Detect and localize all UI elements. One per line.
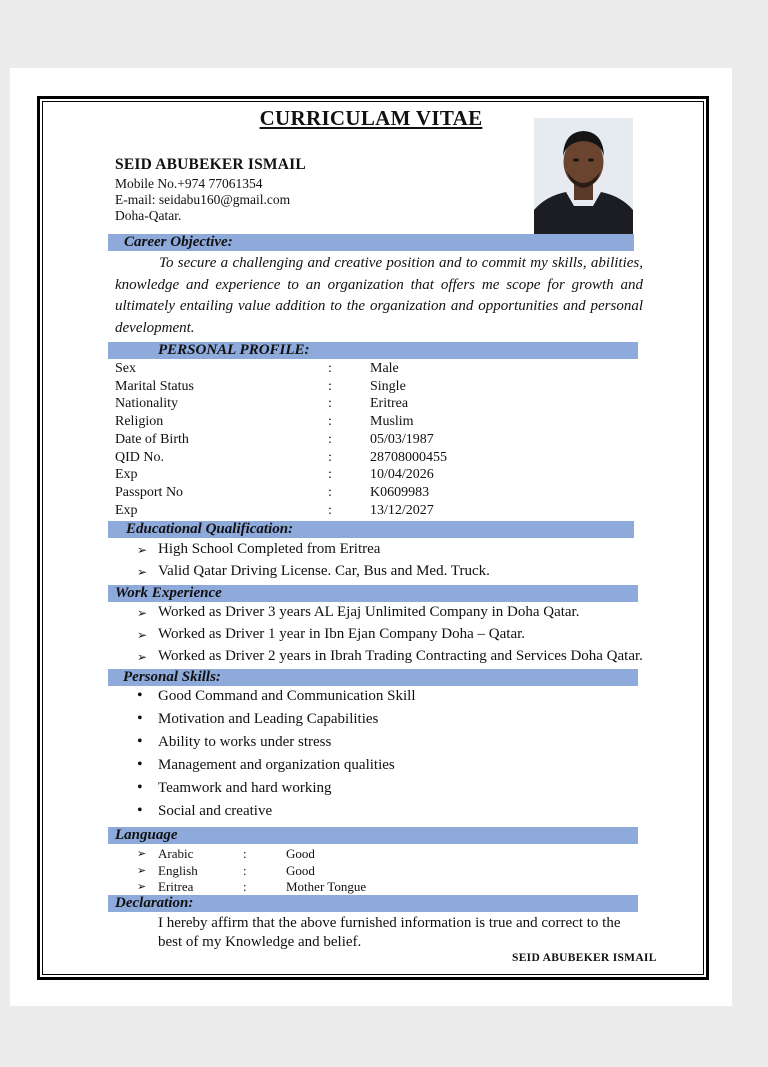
profile-colon: : bbox=[328, 431, 332, 447]
language-name: Arabic bbox=[158, 846, 194, 861]
language-level: Good bbox=[286, 846, 315, 861]
person-photo bbox=[534, 118, 633, 234]
language-colon: : bbox=[243, 846, 247, 861]
language-colon: : bbox=[243, 879, 247, 894]
skill-item: Good Command and Communication Skill bbox=[158, 688, 416, 704]
education-item: High School Completed from Eritrea bbox=[158, 541, 381, 557]
profile-label: Sex bbox=[115, 361, 136, 376]
personal-profile-header: PERSONAL PROFILE: bbox=[108, 342, 638, 359]
profile-label: Exp bbox=[115, 467, 138, 483]
language-name: English bbox=[158, 862, 198, 878]
mobile-number: Mobile No.+974 77061354 bbox=[115, 176, 263, 191]
profile-colon: : bbox=[328, 396, 332, 412]
arrow-bullet-icon: ➢ bbox=[137, 543, 148, 557]
profile-value: 13/12/2027 bbox=[370, 502, 434, 518]
skill-item: Teamwork and hard working bbox=[158, 780, 332, 796]
skill-item: Motivation and Leading Capabilities bbox=[158, 711, 379, 727]
profile-colon: : bbox=[328, 361, 332, 376]
signature-name: SEID ABUBEKER ISMAIL bbox=[512, 952, 657, 964]
language-colon: : bbox=[243, 862, 247, 878]
declaration-text-line-2: best of my Knowledge and belief. bbox=[158, 934, 362, 950]
profile-label: Exp bbox=[115, 502, 138, 518]
skill-item: Social and creative bbox=[158, 803, 273, 819]
profile-label: Passport No bbox=[115, 484, 184, 500]
work-experience-header: Work Experience bbox=[108, 585, 638, 602]
skill-item: Management and organization qualities bbox=[158, 757, 395, 773]
profile-colon: : bbox=[328, 484, 332, 500]
dot-bullet-icon: • bbox=[137, 779, 143, 796]
dot-bullet-icon: • bbox=[137, 756, 143, 773]
profile-colon: : bbox=[328, 467, 332, 483]
career-objective-header: Career Objective: bbox=[108, 234, 634, 251]
career-objective-text: To secure a challenging and creative position and to commit my skills, abilities, knowledge and experience to an organization that offers me scope for growth and ultimately entailing value addition to the organization and opportunities and personal development. bbox=[115, 255, 643, 336]
applicant-name: SEID ABUBEKER ISMAIL bbox=[115, 156, 306, 173]
arrow-bullet-icon: ➢ bbox=[137, 564, 148, 579]
email-address: E-mail: seidabu160@gmail.com bbox=[115, 192, 291, 207]
arrow-bullet-icon: ➢ bbox=[137, 606, 148, 620]
work-item: Worked as Driver 1 year in Ibn Ejan Company Doha – Qatar. bbox=[158, 626, 526, 642]
profile-colon: : bbox=[328, 378, 332, 394]
profile-colon: : bbox=[328, 414, 332, 430]
arrow-bullet-icon: ➢ bbox=[137, 864, 147, 877]
education-item: Valid Qatar Driving License. Car, Bus and Med. Truck. bbox=[158, 562, 490, 579]
profile-label: QID No. bbox=[115, 449, 164, 465]
cv-page bbox=[10, 68, 732, 1006]
profile-colon: : bbox=[328, 502, 332, 518]
education-header: Educational Qualification: bbox=[108, 521, 634, 538]
dot-bullet-icon: • bbox=[137, 802, 143, 819]
language-header: Language bbox=[108, 827, 638, 844]
dot-bullet-icon: • bbox=[137, 687, 143, 704]
language-level: Good bbox=[286, 862, 315, 878]
arrow-bullet-icon: ➢ bbox=[137, 650, 148, 664]
personal-skills-header: Personal Skills: bbox=[108, 669, 638, 686]
profile-value: 05/03/1987 bbox=[370, 431, 434, 447]
profile-label: Nationality bbox=[115, 396, 178, 412]
declaration-text-line-1: I hereby affirm that the above furnished information is true and correct to the bbox=[158, 915, 621, 931]
profile-value: Single bbox=[370, 378, 406, 394]
work-item: Worked as Driver 3 years AL Ejaj Unlimited Company in Doha Qatar. bbox=[158, 604, 580, 620]
profile-value: Male bbox=[370, 361, 399, 376]
document-title: CURRICULAM VITAE bbox=[259, 106, 483, 130]
dot-bullet-icon: • bbox=[137, 733, 143, 750]
profile-value: 28708000455 bbox=[370, 449, 447, 465]
arrow-bullet-icon: ➢ bbox=[137, 881, 147, 893]
skill-item: Ability to works under stress bbox=[158, 734, 332, 750]
language-name: Eritrea bbox=[158, 879, 194, 894]
work-item: Worked as Driver 2 years in Ibrah Trading Contracting and Services Doha Qatar. bbox=[158, 648, 643, 664]
profile-value: K0609983 bbox=[370, 484, 430, 500]
location: Doha-Qatar. bbox=[115, 208, 182, 223]
language-level: Mother Tongue bbox=[286, 879, 367, 894]
profile-label: Religion bbox=[115, 414, 164, 430]
profile-label: Marital Status bbox=[115, 378, 194, 394]
profile-label: Date of Birth bbox=[115, 431, 189, 447]
profile-value: 10/04/2026 bbox=[370, 467, 434, 483]
arrow-bullet-icon: ➢ bbox=[137, 628, 148, 642]
profile-value: Muslim bbox=[370, 414, 414, 430]
profile-value: Eritrea bbox=[370, 396, 409, 412]
declaration-header: Declaration: bbox=[108, 895, 638, 912]
arrow-bullet-icon: ➢ bbox=[137, 848, 147, 860]
profile-colon: : bbox=[328, 449, 332, 465]
dot-bullet-icon: • bbox=[137, 710, 143, 727]
